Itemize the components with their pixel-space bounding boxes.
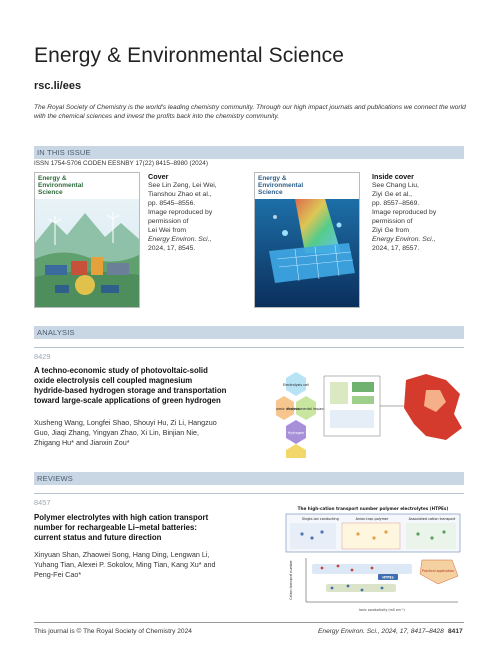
issn-line: ISSN 1754-5706 CODEN EESNBY 17(22) 8415–8980 (2024) bbox=[34, 160, 208, 167]
section-header: ANALYSIS bbox=[37, 328, 75, 337]
review-figure bbox=[282, 504, 464, 614]
cover-caption: Cover See Lin Zeng, Lei Wei, Tianshou Zhao et al., pp. 8545–8556. Image reproduced by permission of Lei Wei from Energy Environ. Sci., 2024, 17, 8545. bbox=[148, 172, 238, 253]
inside-cover-title: Inside cover bbox=[372, 172, 414, 181]
divider bbox=[34, 493, 464, 494]
section-bar-reviews bbox=[34, 472, 464, 485]
figure-title: The high-cation transport number polymer electrolytes (HTPEs) bbox=[297, 506, 449, 511]
journal-url[interactable]: rsc.li/ees bbox=[34, 80, 82, 92]
graphic-label: Electrolysis cell bbox=[282, 383, 310, 387]
article-page-number: 8457 bbox=[34, 498, 51, 507]
cover-title: Cover bbox=[148, 172, 169, 181]
analysis-graphical-abstract[interactable] bbox=[276, 366, 466, 458]
inside-cover-image[interactable] bbox=[254, 172, 360, 308]
article-title[interactable]: Polymer electrolytes with high cation transport number for rechargeable Li–metal batteries: current status and future direction bbox=[34, 513, 209, 542]
figure-callout: Practical application bbox=[421, 569, 455, 573]
figure-label: Associated cation transport bbox=[408, 517, 456, 521]
figure-label: Single-ion conducting bbox=[302, 517, 339, 521]
journal-title: Energy & Environmental Science bbox=[34, 44, 344, 67]
graphic-label: omic analysis bbox=[276, 407, 300, 411]
footer-copyright: This journal is © The Royal Society of Chemistry 2024 bbox=[34, 628, 192, 635]
footer-page-number: 8417 bbox=[448, 628, 463, 635]
section-bar-analysis bbox=[34, 326, 464, 339]
y-axis-label: Cation transport number bbox=[289, 560, 293, 600]
section-header: IN THIS ISSUE bbox=[37, 148, 91, 157]
cover-journal-name: Energy & Environmental Science bbox=[38, 175, 84, 196]
inside-cover-illustration bbox=[255, 173, 359, 307]
graphic-label: Hydrogen bbox=[287, 431, 305, 435]
graphic-label: Environmental impact bbox=[287, 407, 325, 411]
figure-label: Anion-trap polymer bbox=[355, 517, 389, 521]
journal-intro: The Royal Society of Chemistry is the world's leading chemistry community. Through our high impact journals and publications we connect the world with the chemical sciences and invest the profits back into the chemistry community. bbox=[34, 104, 466, 120]
graphical-abstract-figure bbox=[276, 366, 466, 458]
review-graphical-abstract[interactable] bbox=[282, 504, 464, 614]
inside-cover-journal-name: Energy & Environmental Science bbox=[258, 175, 304, 196]
x-axis-label: Ionic conductivity (mS cm⁻¹) bbox=[359, 608, 405, 612]
footer-divider bbox=[34, 622, 464, 623]
footer-citation: Energy Environ. Sci., 2024, 17, 8417–8428 bbox=[318, 628, 444, 635]
section-header: REVIEWS bbox=[37, 474, 73, 483]
inside-cover-caption: Inside cover See Chang Liu, Ziyi Ge et al., pp. 8557–8569. Image reproduced by permission of Ziyi Ge from Energy Environ. Sci., 2024, 17, 8557. bbox=[372, 172, 462, 253]
article-authors: Xinyuan Shan, Zhaowei Song, Hang Ding, Lengwan Li, Yuhang Tian, Alexei P. Sokolov, Ming Tian, Kang Xu* and Peng-Fei Cao* bbox=[34, 550, 216, 579]
divider bbox=[34, 347, 464, 348]
cover-illustration bbox=[35, 173, 139, 307]
article-page-number: 8429 bbox=[34, 352, 51, 361]
article-authors: Xusheng Wang, Longfei Shao, Shouyi Hu, Zi Li, Hangzuo Guo, Jiaqi Zhang, Yingyan Zhao, Xi Lin, Binjian Nie, Zhigang Hu* and Jianxin Zou* bbox=[34, 418, 217, 447]
figure-badge: HTPEs bbox=[382, 575, 394, 580]
article-title[interactable]: A techno-economic study of photovoltaic-solid oxide electrolysis cell coupled magnesium hydride-based hydrogen storage and transportation toward large-scale applications of green hydrogen bbox=[34, 366, 227, 405]
cover-image[interactable] bbox=[34, 172, 140, 308]
section-bar-in-this-issue bbox=[34, 146, 464, 159]
